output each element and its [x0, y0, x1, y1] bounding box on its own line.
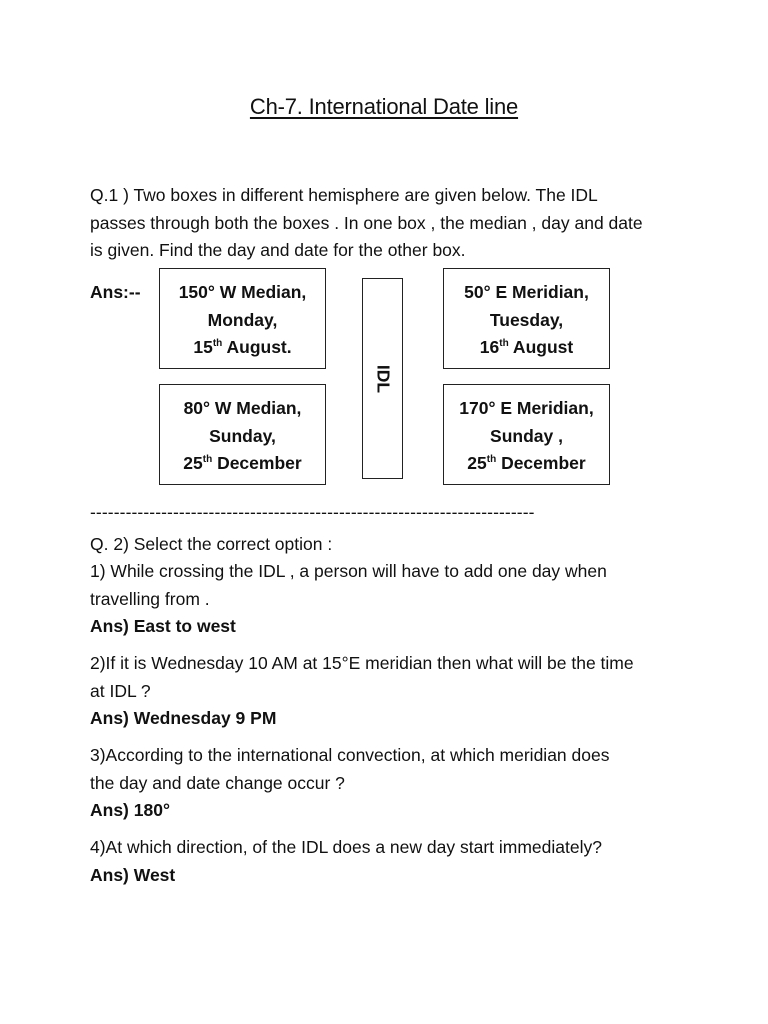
question-line: the day and date change occur ? [90, 772, 345, 793]
question-line: 2)If it is Wednesday 10 AM at 15°E meridian then what will be the time [90, 653, 634, 673]
box-50e [443, 268, 610, 369]
idl-strip [362, 278, 403, 479]
page-title: Ch-7. International Date line [249, 94, 519, 119]
answer-text: Ans) East to west [90, 616, 236, 636]
question-line: travelling from . [90, 588, 210, 609]
question-1-line: is given. Find the day and date for the other box. [90, 240, 466, 260]
question-1-line: Q.1 ) Two boxes in different hemisphere are given below. The IDL [90, 185, 598, 205]
question-1-text [90, 182, 690, 265]
question-line: at IDL ? [90, 680, 151, 701]
question-1-line: passes through both the boxes . In one box , the median , day and date [90, 212, 643, 233]
box-day: Sunday , [490, 425, 563, 446]
answer-text: Ans) Wednesday 9 PM [90, 708, 277, 728]
box-meridian: 50° E Meridian, [464, 282, 589, 302]
question-line: 4)At which direction, of the IDL does a new day start immediately? [90, 837, 602, 857]
box-170e [443, 384, 610, 485]
question-2-item-2 [90, 650, 690, 733]
box-meridian: 150° W Median, [178, 282, 307, 302]
box-meridian: 80° W Median, [183, 398, 302, 418]
box-date: 16th August [479, 337, 574, 357]
box-day: Tuesday, [489, 309, 564, 330]
box-day: Monday, [207, 309, 278, 330]
section-divider: --------------------------------------------------------------------------- [90, 502, 535, 522]
answer-label: Ans:-- [90, 282, 141, 302]
answer-text: Ans) 180° [90, 800, 170, 820]
idl-label: IDL [373, 364, 393, 393]
box-150w [159, 268, 326, 369]
box-80w [159, 384, 326, 485]
answer-text: Ans) West [90, 864, 176, 885]
box-date: 25th December [467, 453, 586, 473]
question-2-heading: Q. 2) Select the correct option : [90, 534, 333, 554]
question-2-item-1 [90, 558, 690, 641]
box-date: 15th August. [193, 337, 292, 357]
question-line: 3)According to the international convection, at which meridian does [90, 745, 610, 765]
question-2-item-3 [90, 742, 690, 825]
box-meridian: 170° E Meridian, [459, 398, 594, 418]
box-date: 25th December [183, 453, 302, 473]
question-2-item-4 [90, 834, 690, 889]
question-line: 1) While crossing the IDL , a person will have to add one day when [90, 561, 607, 581]
box-day: Sunday, [209, 425, 276, 446]
